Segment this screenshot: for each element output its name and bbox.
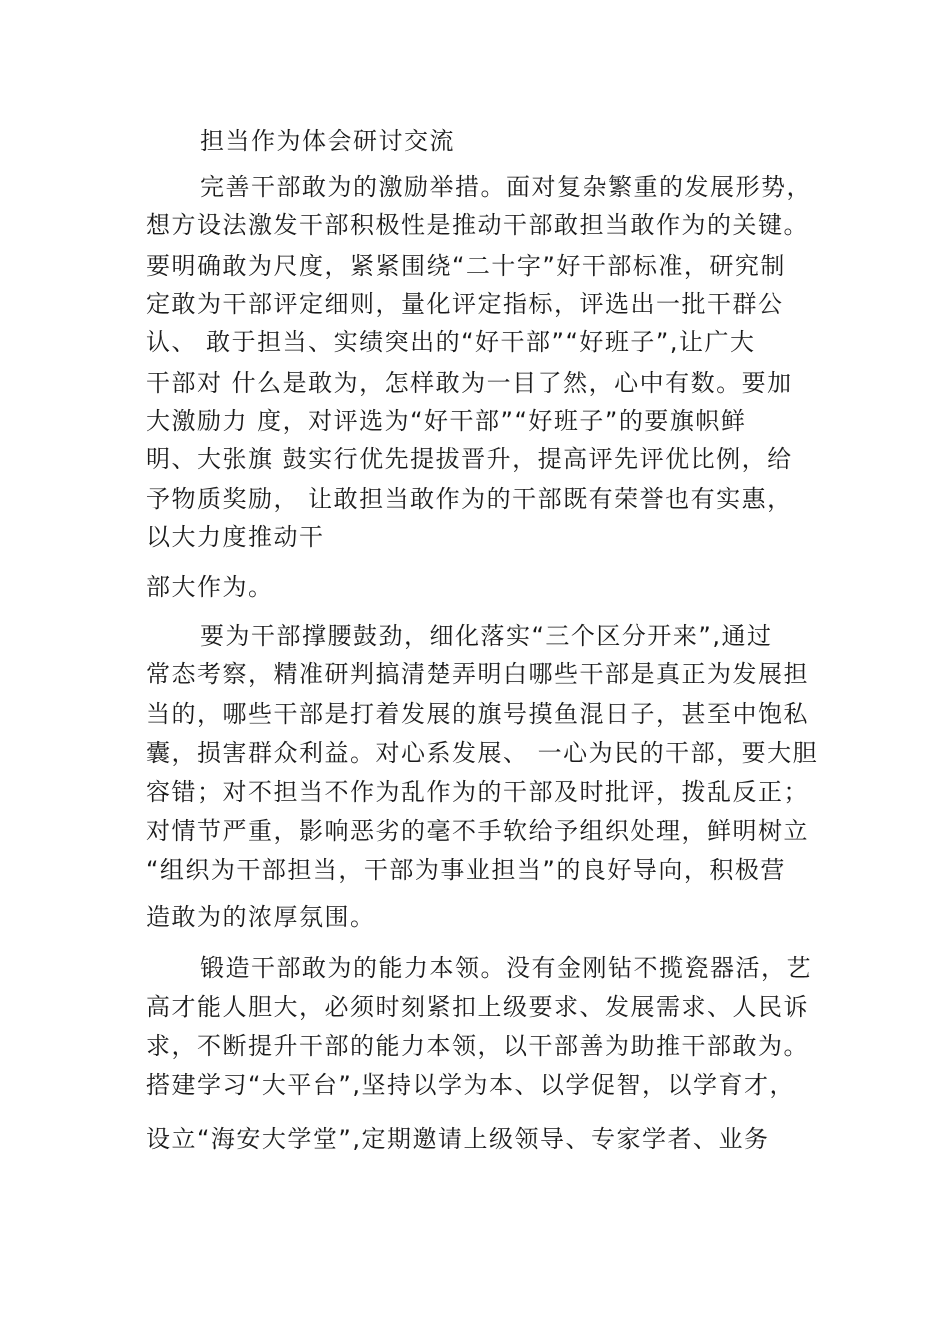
- paragraph-line: 囊，损害群众利益。对心系发展、 一心为民的干部，要大胆: [146, 739, 819, 767]
- paragraph-line: 常态考察，精准研判搞清楚弄明白哪些干部是真正为发展担: [146, 660, 809, 688]
- paragraph-line: 要为干部撑腰鼓劲，细化落实“三个区分开来”,通过: [200, 622, 773, 650]
- paragraph-line: 要明确敢为尺度，紧紧围绕“二十字”好干部标准，研究制: [146, 252, 786, 280]
- document-title: 担当作为体会研讨交流: [200, 127, 455, 155]
- paragraph-line: 大激励力 度，对评选为“好干部”“好班子”的要旗帜鲜: [146, 407, 747, 435]
- paragraph-line: 搭建学习“大平台”,坚持以学为本、以学促智，以学育才，: [146, 1071, 795, 1099]
- paragraph-line: 求，不断提升干部的能力本领，以干部善为助推干部敢为。: [146, 1032, 809, 1060]
- paragraph-line: 容错；对不担当不作为乱作为的干部及时批评，拨乱反正；: [146, 778, 809, 806]
- paragraph-line: 定敢为干部评定细则，量化评定指标，评选出一批干群公: [146, 290, 784, 318]
- paragraph-line: 锻造干部敢为的能力本领。没有金刚钻不揽瓷器活，艺: [200, 954, 812, 982]
- paragraph-line: 干部对 什么是敢为，怎样敢为一目了然，心中有数。要加: [146, 369, 793, 397]
- paragraph-line: “组织为干部担当，干部为事业担当”的良好导向，积极营: [146, 856, 786, 884]
- paragraph-line: 予物质奖励， 让敢担当敢作为的干部既有荣誉也有实惠，: [146, 485, 793, 513]
- paragraph-line: 当的，哪些干部是打着发展的旗号摸鱼混日子，甚至中饱私: [146, 700, 809, 728]
- paragraph-line: 想方设法激发干部积极性是推动干部敢担当敢作为的关键。: [146, 211, 809, 239]
- paragraph-line: 部大作为。: [146, 573, 274, 601]
- paragraph-line: 认、 敢于担当、实绩突出的“好干部”“好班子”,让广大: [146, 328, 756, 356]
- paragraph-line: 对情节严重，影响恶劣的毫不手软给予组织处理，鲜明树立: [146, 817, 809, 845]
- paragraph-line: 设立“海安大学堂”,定期邀请上级领导、专家学者、业务: [146, 1125, 770, 1153]
- paragraph-line: 完善干部敢为的激励举措。面对复杂繁重的发展形势，: [200, 173, 812, 201]
- paragraph-line: 造敢为的浓厚氛围。: [146, 903, 376, 931]
- paragraph-line: 以大力度推动干: [146, 523, 325, 551]
- paragraph-line: 高才能人胆大，必须时刻紧扣上级要求、发展需求、人民诉: [146, 993, 809, 1021]
- paragraph-line: 明、大张旗 鼓实行优先提拔晋升，提高评先评优比例，给: [146, 445, 793, 473]
